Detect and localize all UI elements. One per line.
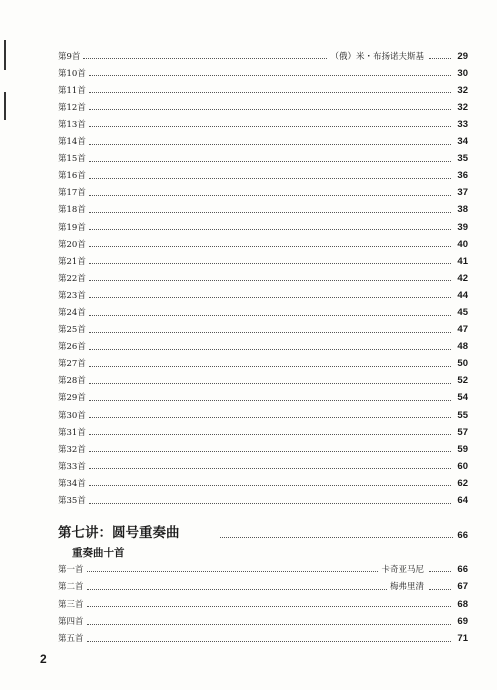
toc-entry: [58, 420, 468, 437]
entry-page-number: 33: [457, 118, 468, 130]
entry-page-number: 30: [457, 67, 468, 79]
toc-list: [58, 44, 468, 506]
dot-leader: [220, 537, 454, 538]
entry-page-number: 35: [457, 153, 468, 165]
toc-entry: [58, 61, 468, 78]
entry-label: 第11首: [58, 85, 86, 96]
dot-leader: [89, 315, 451, 316]
dot-leader: [89, 503, 451, 504]
dot-leader: [89, 417, 451, 418]
dot-leader: [89, 349, 451, 350]
dot-leader: [87, 606, 451, 607]
toc-entry: [58, 592, 468, 609]
toc-entry: [58, 488, 468, 505]
entry-composer: 卡奇亚马尼: [381, 564, 424, 575]
dot-leader: [89, 246, 451, 247]
entry-label: 第15首: [58, 154, 86, 165]
page-folio: 2: [40, 652, 47, 666]
entry-composer: （俄）米・布扬诺夫斯基: [330, 51, 424, 62]
entry-page-number: 68: [457, 598, 468, 610]
entry-label: 第四首: [58, 617, 84, 628]
chapter-page-number: 66: [457, 530, 468, 541]
dot-leader: [89, 161, 451, 162]
dot-leader: [89, 297, 451, 298]
toc-list-2: [58, 557, 468, 644]
entry-label: 第10首: [58, 68, 86, 79]
toc-entry: [58, 147, 468, 164]
entry-label: 第12首: [58, 102, 86, 113]
toc-entry: [58, 44, 468, 61]
entry-label: 第19首: [58, 222, 86, 233]
entry-page-number: 39: [457, 221, 468, 233]
dot-leader: [89, 75, 451, 76]
entry-page-number: 60: [457, 460, 468, 472]
toc-entry: [58, 249, 468, 266]
toc-entry: [58, 403, 468, 420]
entry-page-number: 69: [457, 616, 468, 628]
toc-entry: [58, 609, 468, 626]
toc-entry: [58, 318, 468, 335]
entry-page-number: 44: [457, 289, 468, 301]
entry-label: 第33首: [58, 461, 86, 472]
entry-label: 第23首: [58, 290, 86, 301]
dot-leader: [89, 229, 451, 230]
dot-leader: [89, 332, 451, 333]
entry-page-number: 41: [457, 255, 468, 267]
entry-page-number: 42: [457, 272, 468, 284]
entry-label: 第21首: [58, 256, 86, 267]
dot-leader: [429, 589, 451, 590]
entry-label: 第29首: [58, 393, 86, 404]
entry-label: 第9首: [58, 51, 81, 62]
toc-entry: [58, 627, 468, 644]
toc-entry: [58, 454, 468, 471]
dot-leader: [89, 280, 451, 281]
dot-leader: [89, 383, 451, 384]
dot-leader: [89, 400, 451, 401]
entry-label: 第30首: [58, 410, 86, 421]
dot-leader: [87, 641, 451, 642]
entry-label: 第25首: [58, 325, 86, 336]
dot-leader: [89, 144, 451, 145]
entry-page-number: 36: [457, 170, 468, 182]
entry-label: 第五首: [58, 634, 84, 645]
dot-leader: [89, 485, 451, 486]
entry-label: 第35首: [58, 496, 86, 507]
entry-page-number: 37: [457, 187, 468, 199]
entry-label: 第17首: [58, 188, 86, 199]
entry-page-number: 55: [457, 409, 468, 421]
dot-leader: [89, 468, 451, 469]
toc-entry: [58, 574, 468, 591]
entry-label: 第二首: [58, 582, 84, 593]
dot-leader: [89, 366, 451, 367]
dot-leader: [89, 178, 451, 179]
toc-entry: [58, 335, 468, 352]
toc-entry: [58, 112, 468, 129]
entry-composer: 梅弗里清: [389, 582, 424, 593]
chapter-title: 第七讲：圆号重奏曲: [58, 525, 180, 541]
toc-entry: [58, 129, 468, 146]
entry-label: 第26首: [58, 342, 86, 353]
chapter-heading: [58, 521, 468, 541]
entry-label: 第13首: [58, 119, 86, 130]
entry-label: 第20首: [58, 239, 86, 250]
entry-page-number: 48: [457, 341, 468, 353]
toc-entry: [58, 386, 468, 403]
entry-label: 第18首: [58, 205, 86, 216]
toc-entry: [58, 300, 468, 317]
entry-label: 第34首: [58, 478, 86, 489]
toc-entry: [58, 164, 468, 181]
dot-leader: [89, 451, 451, 452]
dot-leader: [89, 212, 451, 213]
entry-label: 第28首: [58, 376, 86, 387]
dot-leader: [83, 58, 327, 59]
entry-page-number: 32: [457, 84, 468, 96]
dot-leader: [89, 434, 451, 435]
entry-page-number: 38: [457, 204, 468, 216]
toc-entry: [58, 557, 468, 574]
entry-label: 第24首: [58, 308, 86, 318]
dot-leader: [89, 92, 451, 93]
entry-page-number: 64: [457, 495, 468, 507]
entry-label: 第14首: [58, 137, 86, 148]
entry-label: 第31首: [58, 427, 86, 438]
toc-entry: [58, 215, 468, 232]
entry-page-number: 45: [457, 307, 468, 318]
entry-label: 第27首: [58, 359, 86, 370]
toc-entry: [58, 369, 468, 386]
scan-edge-mark: [4, 92, 6, 120]
toc-entry: [58, 198, 468, 215]
entry-page-number: 50: [457, 358, 468, 370]
toc-entry: [58, 181, 468, 198]
dot-leader: [89, 126, 451, 127]
entry-page-number: 54: [457, 392, 468, 404]
entry-label: 第16首: [58, 171, 86, 182]
toc-entry: [58, 232, 468, 249]
dot-leader: [89, 195, 451, 196]
entry-page-number: 34: [457, 136, 468, 148]
dot-leader: [87, 624, 451, 625]
entry-page-number: 57: [457, 426, 468, 438]
toc-entry: [58, 437, 468, 454]
toc-entry: [58, 78, 468, 95]
entry-page-number: 66: [457, 563, 468, 575]
dot-leader: [87, 571, 379, 572]
entry-page-number: 40: [457, 238, 468, 250]
entry-label: 第22首: [58, 273, 86, 284]
entry-label: 第一首: [58, 564, 84, 575]
scan-edge-mark: [4, 40, 6, 70]
entry-page-number: 29: [457, 50, 468, 62]
dot-leader: [429, 571, 451, 572]
toc-entry: [58, 283, 468, 300]
toc-entry: [58, 95, 468, 112]
entry-page-number: 71: [457, 633, 468, 645]
entry-page-number: 67: [457, 581, 468, 593]
toc-entry: [58, 266, 468, 283]
entry-label: 第32首: [58, 444, 86, 455]
entry-page-number: 47: [457, 324, 468, 336]
entry-page-number: 52: [457, 375, 468, 387]
dot-leader: [89, 263, 451, 264]
section-title: 重奏曲十首: [72, 547, 125, 559]
entry-page-number: 59: [457, 443, 468, 455]
dot-leader: [429, 58, 451, 59]
entry-page-number: 32: [457, 101, 468, 113]
toc-entry: [58, 352, 468, 369]
toc-entry: [58, 471, 468, 488]
dot-leader: [87, 589, 387, 590]
entry-page-number: 62: [457, 477, 468, 489]
dot-leader: [89, 109, 451, 110]
entry-label: 第三首: [58, 599, 84, 610]
